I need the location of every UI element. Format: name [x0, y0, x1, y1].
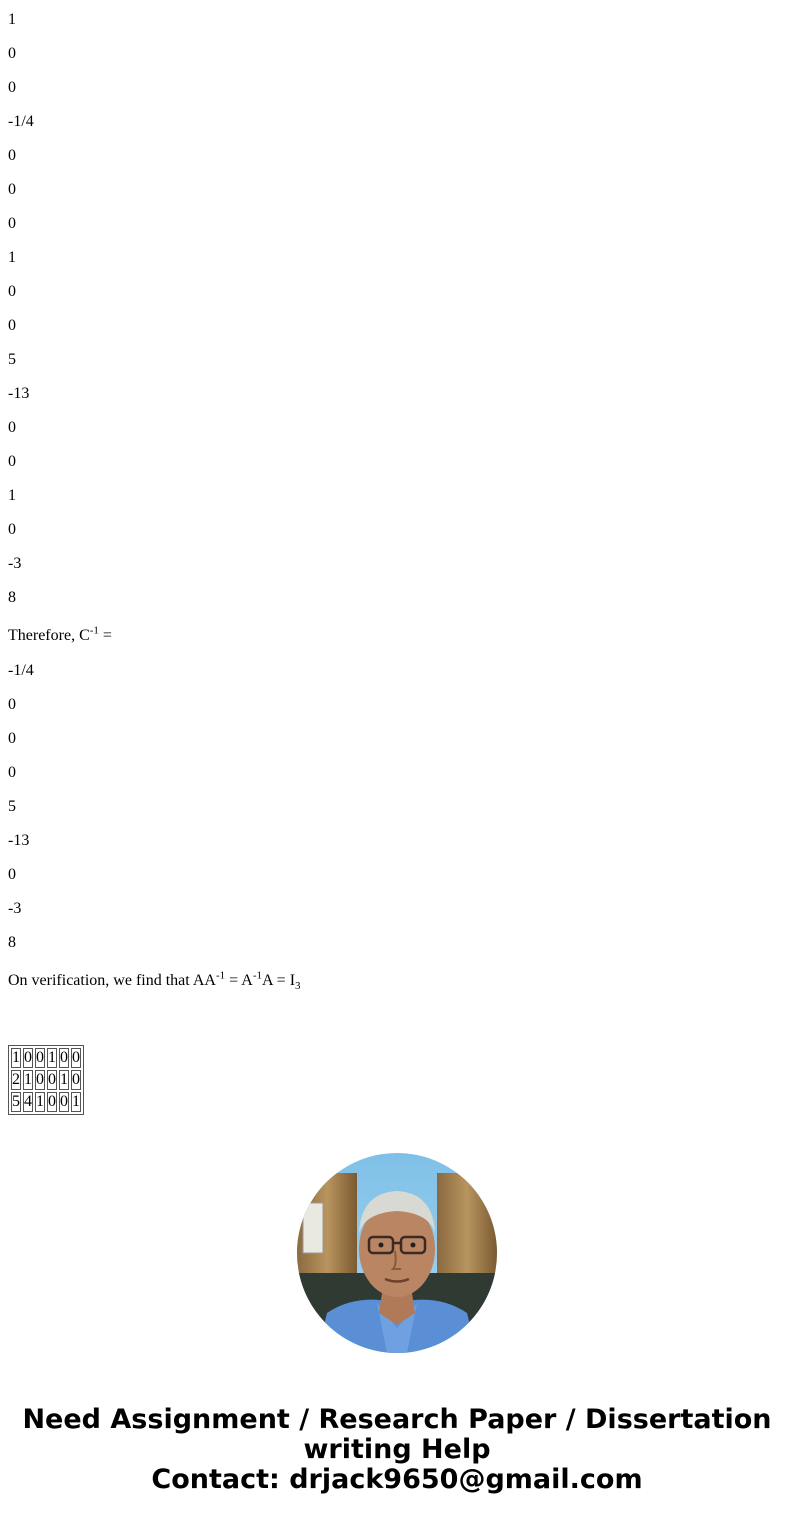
inverse-matrix-value: 5 — [8, 798, 16, 815]
matrix-cell: 0 — [48, 1093, 56, 1110]
matrix-cell: 0 — [48, 1071, 56, 1088]
matrix-cell: 0 — [60, 1093, 68, 1110]
matrix-value: 0 — [8, 453, 16, 470]
inverse-matrix-value: 0 — [8, 730, 16, 747]
matrix-value: 0 — [8, 181, 16, 198]
inverse-superscript: -1 — [89, 624, 99, 637]
equals-text: = — [98, 627, 112, 644]
therefore-text: Therefore, C — [8, 627, 90, 644]
verification-sup-2: -1 — [252, 969, 262, 982]
matrix-cell: 0 — [24, 1049, 32, 1066]
matrix-value: -3 — [8, 555, 22, 572]
matrix-value: 0 — [8, 79, 16, 96]
matrix-cell: 1 — [36, 1093, 44, 1110]
verification-text-2: = A — [225, 972, 253, 989]
contact-email-line: Contact: drjack9650@gmail.com — [151, 1464, 643, 1495]
matrix-cell: 0 — [36, 1049, 44, 1066]
inverse-matrix-value: 0 — [8, 764, 16, 781]
matrix-cell: 1 — [12, 1049, 20, 1066]
matrix-value: 1 — [8, 11, 16, 28]
matrix-value: 0 — [8, 147, 16, 164]
therefore-line — [8, 624, 112, 645]
matrix-cell: 1 — [72, 1093, 80, 1110]
matrix-value: 0 — [8, 45, 16, 62]
inverse-matrix-value: 0 — [8, 696, 16, 713]
author-portrait-image — [297, 1153, 497, 1353]
matrix-value: 0 — [8, 283, 16, 300]
verification-text-3: A = I — [262, 972, 296, 989]
verification-line — [8, 969, 301, 993]
table-row — [11, 1048, 81, 1068]
contact-line-2: writing Help — [303, 1434, 491, 1465]
matrix-value: 1 — [8, 249, 16, 266]
matrix-cell: 0 — [36, 1071, 44, 1088]
table-row — [11, 1092, 81, 1112]
inverse-matrix-value: -1/4 — [8, 662, 34, 679]
inverse-matrix-value: 0 — [8, 866, 16, 883]
matrix-cell: 0 — [72, 1049, 80, 1066]
identity-subscript: 3 — [295, 980, 301, 993]
matrix-cell: 5 — [12, 1093, 20, 1110]
matrix-cell: 0 — [60, 1049, 68, 1066]
matrix-value: 0 — [8, 521, 16, 538]
inverse-matrix-value: 8 — [8, 934, 16, 951]
matrix-value: 0 — [8, 317, 16, 334]
author-avatar — [297, 1153, 497, 1353]
contact-line-1: Need Assignment / Research Paper / Dissertation — [22, 1404, 772, 1435]
matrix-cell: 1 — [60, 1071, 68, 1088]
matrix-value: 1 — [8, 487, 16, 504]
contact-banner — [0, 1405, 794, 1495]
matrix-value: 8 — [8, 589, 16, 606]
matrix-cell: 0 — [72, 1071, 80, 1088]
matrix-value: 0 — [8, 419, 16, 436]
matrix-cell: 1 — [48, 1049, 56, 1066]
matrix-value: -13 — [8, 385, 30, 402]
matrix-value: -1/4 — [8, 113, 34, 130]
verification-sup-1: -1 — [215, 969, 226, 982]
augmented-matrix-table — [8, 1045, 84, 1115]
inverse-matrix-value: -3 — [8, 900, 22, 917]
matrix-cell: 1 — [24, 1071, 32, 1088]
matrix-value: 0 — [8, 215, 16, 232]
matrix-cell: 4 — [24, 1093, 32, 1110]
matrix-value: 5 — [8, 351, 16, 368]
table-row — [11, 1070, 81, 1090]
inverse-matrix-value: -13 — [8, 832, 30, 849]
matrix-cell: 2 — [12, 1071, 20, 1088]
verification-text-1: On verification, we find that AA — [8, 972, 216, 989]
